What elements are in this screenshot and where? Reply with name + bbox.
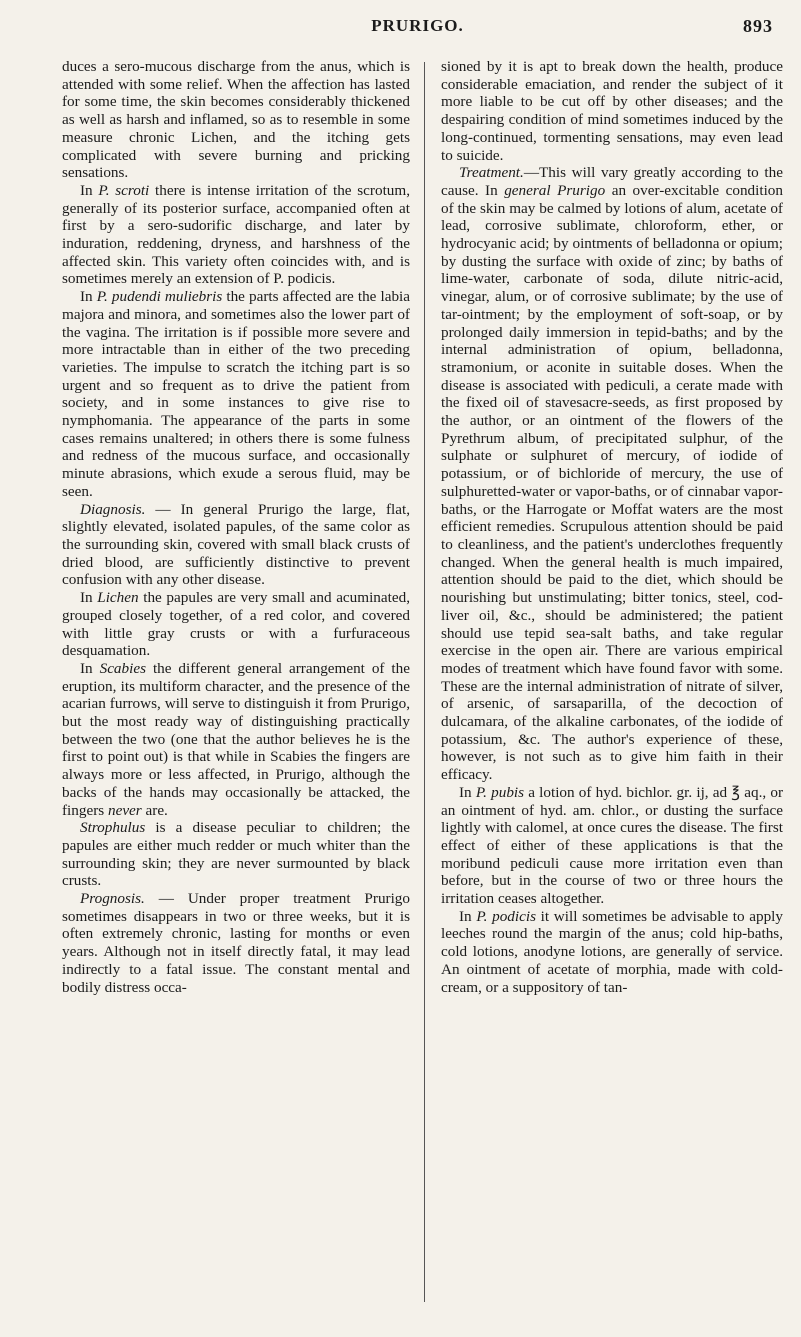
page-header <box>62 16 773 38</box>
paragraph <box>441 164 783 784</box>
italic-text: never <box>107 801 142 819</box>
text-run: — Under proper treatment Prurigo sometimes disappears in two or three weeks, but it is often extremely chronic, lasting for months or even years. Although not in itself directly fatal, it may lead indirectly to a fatal issue. The constant mental and bodily distress occa- <box>62 890 410 996</box>
left-column <box>62 58 410 1309</box>
text-run: are. <box>141 801 168 819</box>
page-number: 893 <box>743 16 773 36</box>
right-column <box>441 58 783 1309</box>
text-run: In <box>459 783 476 801</box>
italic-text: Diagnosis. <box>80 500 146 518</box>
italic-text: Scabies <box>99 659 146 677</box>
paragraph <box>62 589 410 660</box>
paragraph <box>441 784 783 908</box>
text-run: In <box>80 659 100 677</box>
text-run: a lotion of hyd. bichlor. gr. ij, ad ℥ aq., or an ointment of hyd. am. chlor., or dusting the surface lightly with calomel, at once cures the disease. The first effect of either of these applications is that the moribund pediculi cause more irritation even than before, but in the course of two or three hours the irritation ceases altogether. <box>441 783 783 908</box>
text-run: the different general arrangement of the eruption, its multiform character, and the presence of the acarian furrows, will serve to distinguish it from Prurigo, but the most ready way of distinguishing practically between the two (one that the author believes he is the first to point out) is that while in Scabies the fingers are always more or less affected, in Prurigo, although the backs of the hands may occasionally be attacked, the fingers <box>62 659 410 819</box>
text-run: — In general Prurigo the large, flat, slightly elevated, isolated papules, of the same color as the surrounding skin, covered with small black crusts of dried blood, are sufficiently distinctive to prevent confusion with any other disease. <box>62 500 410 589</box>
text-run: there is intense irritation of the scrotum, generally of its posterior surface, accompanied often at first by a sero-sudorific discharge, and later by induration, reddening, dryness, and harshness of the affected skin. This variety often coincides with, and is sometimes merely an extension of P. podicis. <box>62 181 410 288</box>
italic-text: Lichen <box>97 589 139 607</box>
paragraph <box>62 182 410 288</box>
paragraph <box>62 58 410 182</box>
paragraph <box>62 890 410 996</box>
text-run: sioned by it is apt to break down the health, produce considerable emaciation, and render the subject of it more liable to be cut off by other diseases; and the despairing condition of mind sometimes induced by the long-continued, tormenting sensations, may even lead to suicide. <box>441 58 783 164</box>
italic-text: P. pudendi muliebris <box>96 288 223 306</box>
column-divider <box>424 62 425 1302</box>
italic-text: Strophulus <box>80 819 146 837</box>
italic-text: general Prurigo <box>504 181 606 199</box>
paragraph <box>62 288 410 500</box>
text-run: is a disease peculiar to children; the papules are either much redder or much whiter than the surrounding skin; they are never surmounted by black crusts. <box>62 819 410 890</box>
text-run: the parts affected are the labia majora and minora, and sometimes also the lower part of the vagina. The irritation is if possible more severe and more intractable than in either of the two preceding varieties. The impulse to scratch the itching part is so urgent and so frequent as to drive the patient from society, and in some instances to give rise to nymphomania. The appearance of the parts in some cases remains unaltered; in others there is some fulness and redness of the mucous surface, and occasionally minute abrasions, which exude a serous fluid, may be seen. <box>62 288 410 500</box>
italic-text: P. podicis <box>476 907 536 925</box>
paragraph <box>441 908 783 997</box>
running-head: PRURIGO. <box>371 16 464 35</box>
paragraph <box>441 58 783 164</box>
text-run: In <box>80 181 99 199</box>
text-run: duces a sero-mucous discharge from the anus, which is attended with some relief. When the affection has lasted for some time, the skin becomes considerably thickened as well as harsh and inflamed, so as to resemble in some measure chronic Lichen, and the itching gets complicated with severe burning and pricking sensations. <box>62 58 410 182</box>
italic-text: Treatment. <box>459 164 524 182</box>
text-run: the papules are very small and acuminated, grouped closely together, of a red color, and covered with little gray crusts or with a furfuraceous desquamation. <box>62 589 410 660</box>
italic-text: Prognosis. <box>80 890 145 908</box>
text-run: In <box>459 907 477 925</box>
text-run: an over-excitable condition of the skin may be calmed by lotions of alum, acetate of lead, corrosive sublimate, chloroform, ether, or hydrocyanic acid; by ointments of belladonna or opium; by dusting the surface with oxide of zinc; by baths of lime-water, carbonate of soda, dilute nitric-acid, vinegar, alum, or of corrosive sublimate; by the use of tar-ointment; by the employment of soft-soap, or by prolonged daily immersion in tepid-baths; and by the internal administration of opium, belladonna, stramonium, or aconite in suitable doses. When the disease is associated with pediculi, a cerate made with the fixed oil of stavesacre-seeds, as first proposed by the author, or an ointment of the flowers of the Pyrethrum album, of precipitated sulphur, of the sulphate or sulphuret of mercury, of iodide of potassium, or of bichloride of mercury, the use of sulphuretted-water or vapor-baths, or of cinnabar vapor-baths, or the Harrogate or Moffat waters are the most efficient remedies. Scrupulous attention should be paid to cleanliness, and the patient's underclothes frequently changed. When the general health is much impaired, attention should be paid to the diet, which should be nourishing but unstimulating; bitter tonics, steel, cod-liver oil, &c., should be administered; the patient should use tepid sea-salt baths, and take regular exercise in the open air. There are various empirical modes of treatment which have found favor with some. These are the internal administration of nitrate of silver, of arsenic, of sarsaparilla, of the decoction of dulcamara, of the alkaline carbonates, of the iodide of potassium, &c. The author's experience of these, however, is not such as to give him faith in their efficacy. <box>441 181 783 784</box>
paragraph <box>62 660 410 819</box>
italic-text: P. pubis <box>475 783 525 801</box>
text-run: In <box>80 589 98 607</box>
text-run: it will sometimes be advisable to apply leeches round the margin of the anus; cold hip-baths, cold lotions, anodyne lotions, are generally of service. An ointment of acetate of morphia, made with cold-cream, or a suppository of tan- <box>441 907 783 996</box>
text-run: In <box>80 288 97 306</box>
paragraph <box>62 501 410 590</box>
paragraph <box>62 819 410 890</box>
text-run: —This will vary greatly according to the cause. In <box>441 164 783 199</box>
italic-text: P. scroti <box>98 181 150 199</box>
